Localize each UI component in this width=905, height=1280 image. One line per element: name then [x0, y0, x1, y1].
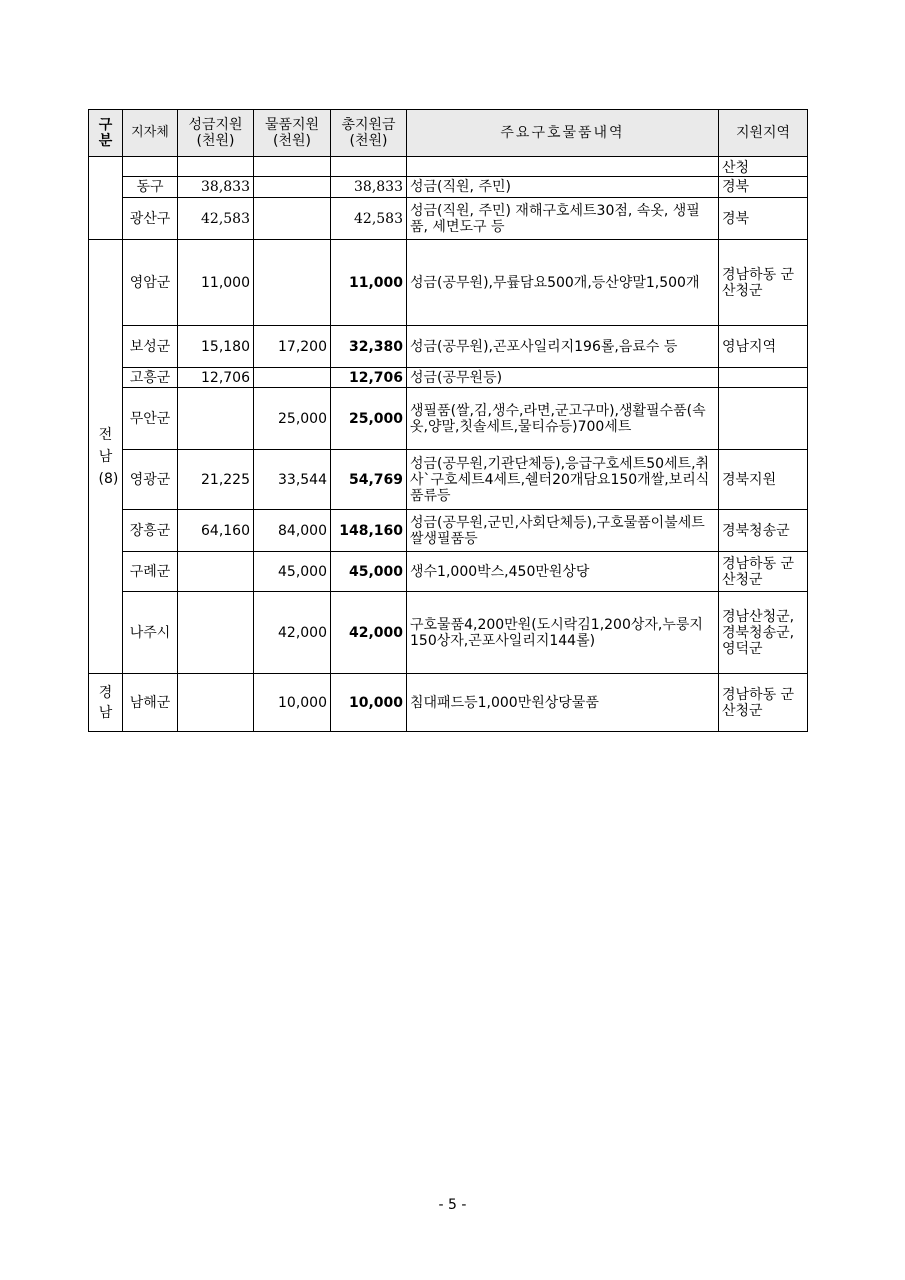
cash-cell	[178, 552, 254, 592]
items-cell: 성금(직원, 주민)	[407, 177, 719, 198]
cash-cell: 11,000	[178, 240, 254, 326]
table-row	[89, 552, 808, 592]
region-cell: 경북청송군	[719, 510, 808, 552]
municipality-cell: 나주시	[123, 592, 178, 674]
table-row	[89, 326, 808, 368]
cash-cell	[178, 674, 254, 732]
goods-cell	[254, 198, 331, 240]
region-cell	[719, 368, 808, 388]
goods-cell: 42,000	[254, 592, 331, 674]
region-cell	[719, 388, 808, 450]
total-cell: 54,769	[331, 450, 407, 510]
header-cash-line1: 성금지원	[188, 117, 243, 133]
municipality-cell: 무안군	[123, 388, 178, 450]
goods-cell: 25,000	[254, 388, 331, 450]
municipality-cell: 구례군	[123, 552, 178, 592]
total-cell: 32,380	[331, 326, 407, 368]
items-cell: 생필품(쌀,김,생수,라면,군고구마),생활필수품(속옷,양말,칫솔세트,물티슈등)700세트	[407, 388, 719, 450]
cash-cell	[178, 592, 254, 674]
municipality-cell: 영광군	[123, 450, 178, 510]
total-cell: 38,833	[331, 177, 407, 198]
goods-cell: 33,544	[254, 450, 331, 510]
total-cell: 12,706	[331, 368, 407, 388]
goods-cell	[254, 240, 331, 326]
goods-cell	[254, 157, 331, 177]
items-cell	[407, 157, 719, 177]
header-total-line1: 총지원금	[341, 117, 396, 133]
table-row	[89, 450, 808, 510]
items-cell: 성금(공무원),곤포사일리지196롤,음료수 등	[407, 326, 719, 368]
goods-cell: 45,000	[254, 552, 331, 592]
cash-cell: 12,706	[178, 368, 254, 388]
table-row	[89, 592, 808, 674]
cash-cell: 42,583	[178, 198, 254, 240]
table-row	[89, 198, 808, 240]
category-cell	[89, 240, 123, 674]
header-items: 주요구호물품내역	[407, 110, 719, 157]
items-cell: 성금(공무원,기관단체등),응급구호세트50세트,취사`구호세트4세트,쉘터20개담요150개쌀,보리식품류등	[407, 450, 719, 510]
total-cell: 42,000	[331, 592, 407, 674]
table-row	[89, 388, 808, 450]
category-text: 경남	[98, 684, 113, 721]
region-cell: 경북	[719, 177, 808, 198]
goods-cell: 10,000	[254, 674, 331, 732]
items-cell: 성금(공무원),무륲담요500개,등산양말1,500개	[407, 240, 719, 326]
municipality-cell	[123, 157, 178, 177]
total-cell: 42,583	[331, 198, 407, 240]
goods-cell	[254, 368, 331, 388]
municipality-cell: 고흥군	[123, 368, 178, 388]
municipality-cell: 보성군	[123, 326, 178, 368]
header-cash-support	[178, 110, 254, 157]
header-region: 지원지역	[719, 110, 808, 157]
cash-cell: 21,225	[178, 450, 254, 510]
header-goods-line1: 물품지원	[264, 117, 320, 133]
category-cell	[89, 674, 123, 732]
table-row	[89, 240, 808, 326]
items-cell: 성금(공무원,군민,사회단체등),구호물품이불세트쌀생필품등	[407, 510, 719, 552]
items-cell: 구호물품4,200만원(도시락김1,200상자,누룽지150상자,곤포사일리지144롤)	[407, 592, 719, 674]
municipality-cell: 남해군	[123, 674, 178, 732]
municipality-cell: 동구	[123, 177, 178, 198]
total-cell: 45,000	[331, 552, 407, 592]
cash-cell: 38,833	[178, 177, 254, 198]
municipality-cell: 광산구	[123, 198, 178, 240]
total-cell: 148,160	[331, 510, 407, 552]
relief-support-table	[88, 109, 808, 732]
goods-cell: 17,200	[254, 326, 331, 368]
goods-cell: 84,000	[254, 510, 331, 552]
header-category-text: 구분	[98, 117, 113, 149]
header-category	[89, 110, 123, 157]
cash-cell	[178, 388, 254, 450]
header-total-support	[331, 110, 407, 157]
items-cell: 침대패드등1,000만원상당물품	[407, 674, 719, 732]
header-row	[89, 110, 808, 157]
table-row	[89, 674, 808, 732]
region-cell: 경북지원	[719, 450, 808, 510]
header-goods-line2: (천원)	[273, 133, 311, 149]
items-cell: 성금(공무원등)	[407, 368, 719, 388]
total-cell: 10,000	[331, 674, 407, 732]
region-cell: 경북	[719, 198, 808, 240]
header-cash-line2: (천원)	[196, 133, 235, 149]
region-cell: 경남하동 군산청군	[719, 552, 808, 592]
total-cell: 11,000	[331, 240, 407, 326]
category-text: 전남(8)	[98, 426, 119, 487]
items-cell: 생수1,000박스,450만원상당	[407, 552, 719, 592]
region-cell: 영남지역	[719, 326, 808, 368]
table-row	[89, 177, 808, 198]
table-row	[89, 157, 808, 177]
header-total-line2: (천원)	[349, 133, 388, 149]
region-cell: 산청	[719, 157, 808, 177]
table-row	[89, 510, 808, 552]
region-cell: 경남하동 군산청군	[719, 240, 808, 326]
header-goods-support	[254, 110, 331, 157]
total-cell	[331, 157, 407, 177]
municipality-cell: 장흥군	[123, 510, 178, 552]
cash-cell: 15,180	[178, 326, 254, 368]
goods-cell	[254, 177, 331, 198]
region-cell: 경남하동 군산청군	[719, 674, 808, 732]
cash-cell	[178, 157, 254, 177]
cash-cell: 64,160	[178, 510, 254, 552]
items-cell: 성금(직원, 주민) 재해구호세트30점, 속옷, 생필품, 세면도구 등	[407, 198, 719, 240]
municipality-cell: 영암군	[123, 240, 178, 326]
table-row	[89, 368, 808, 388]
total-cell: 25,000	[331, 388, 407, 450]
page-number: - 5 -	[438, 1197, 467, 1213]
category-cell	[89, 157, 123, 240]
region-cell: 경남산청군,경북청송군,영덕군	[719, 592, 808, 674]
header-municipality: 지자체	[123, 110, 178, 157]
